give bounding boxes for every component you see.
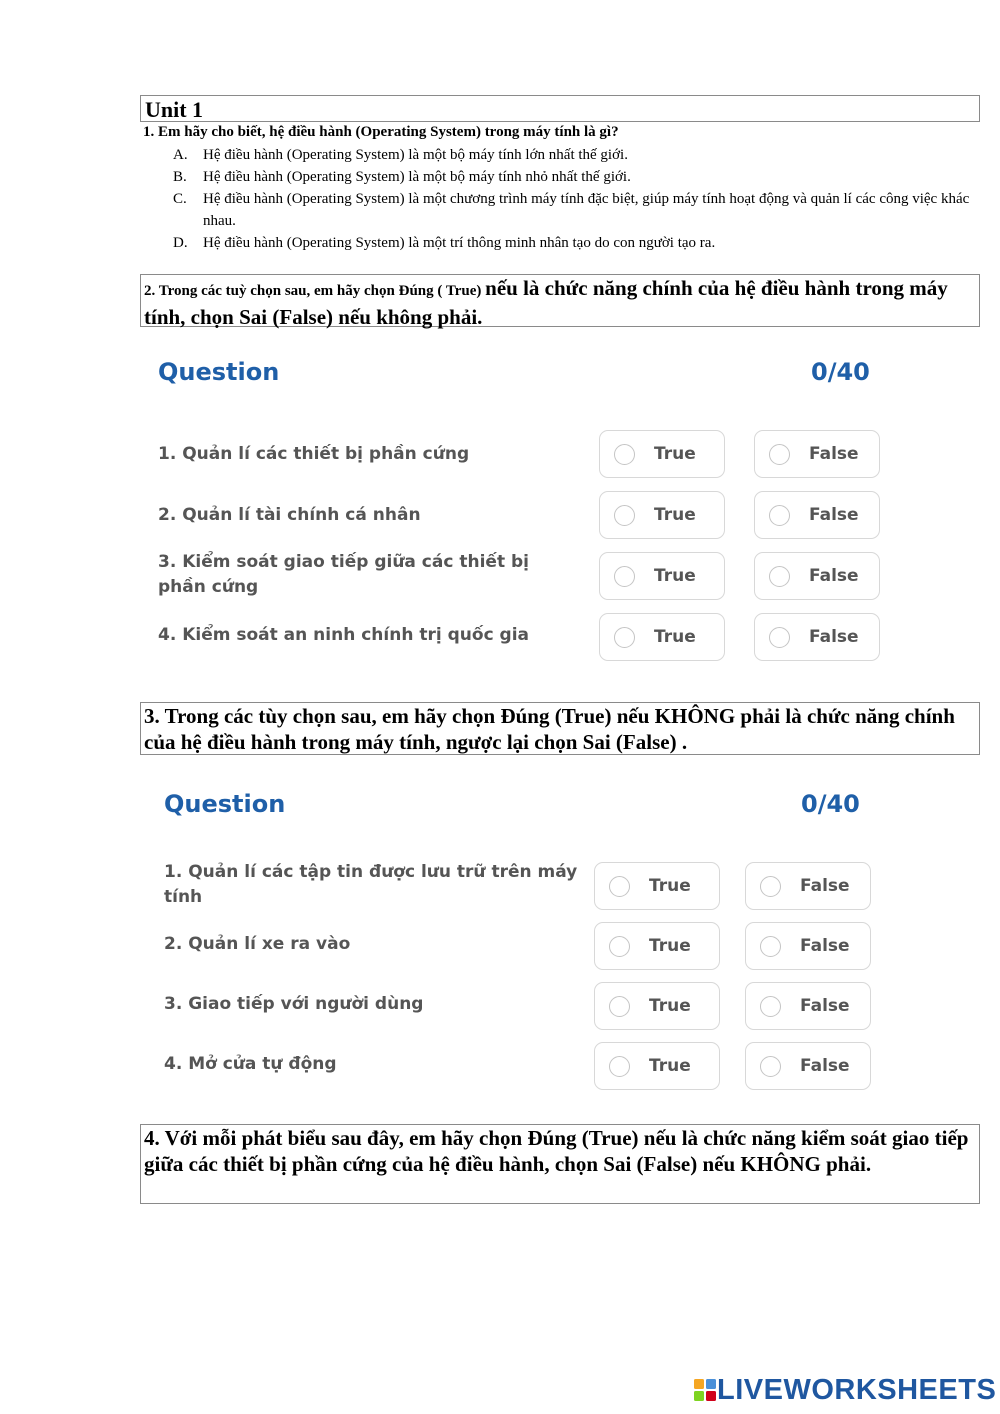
quiz-score: 0/40 [801,790,860,818]
false-label: False [809,444,859,464]
false-label: False [809,566,859,586]
option-letter: D. [173,235,188,251]
radio-icon [760,1056,781,1077]
option-letter: B. [173,169,187,185]
true-label: True [649,876,691,896]
radio-icon [769,566,790,587]
liveworksheets-logo-icon [693,1378,717,1402]
quiz-title: Question [164,790,286,818]
true-label: True [654,444,696,464]
false-label: False [809,505,859,525]
false-label: False [800,996,850,1016]
quiz-item-label: 1. Quản lí các tập tin được lưu trữ trên máy tính [164,862,578,907]
false-button[interactable] [745,1042,871,1090]
radio-icon [614,505,635,526]
false-button[interactable] [745,862,871,910]
option-letter: A. [173,147,188,163]
false-label: False [809,627,859,647]
option-text: Hệ điều hành (Operating System) là một bộ máy tính lớn nhất thế giới. [203,147,628,163]
quiz-item [164,982,904,1032]
unit-header-box [140,95,980,122]
brand-text: LIVEWORKSHEETS [717,1374,997,1406]
option-text: Hệ điều hành (Operating System) là một bộ máy tính nhỏ nhất thế giới. [203,169,631,185]
question-3-text: 3. Trong các tùy chọn sau, em hãy chọn Đúng (True) nếu KHÔNG phải là chức năng chính của hệ điều hành trong máy tính, ngược lại chọn Sai (False) . [144,704,955,754]
true-button[interactable] [599,552,725,600]
question-3-box [140,702,980,755]
radio-icon [609,876,630,897]
false-button[interactable] [754,613,880,661]
quiz-item [158,491,898,541]
true-button[interactable] [599,491,725,539]
quiz-item-label: 2. Quản lí xe ra vào [164,934,351,954]
question-2-text [144,275,974,333]
false-button[interactable] [754,430,880,478]
quiz-panel-1 [158,355,898,675]
quiz-item-label: 3. Giao tiếp với người dùng [164,994,424,1014]
radio-icon [609,996,630,1017]
question-4-box [140,1124,980,1204]
false-button[interactable] [754,491,880,539]
option-text: Hệ điều hành (Operating System) là một chương trình máy tính đặc biệt, giúp máy tính hoạt động và quản lí các công việc khác nhau. [203,191,970,229]
radio-icon [769,444,790,465]
true-button[interactable] [594,1042,720,1090]
radio-icon [769,505,790,526]
radio-icon [614,444,635,465]
false-label: False [800,1056,850,1076]
radio-icon [760,936,781,957]
quiz-item [164,922,904,972]
radio-icon [614,627,635,648]
option-letter: C. [173,191,187,207]
quiz-item-label: 1. Quản lí các thiết bị phần cứng [158,444,470,464]
true-button[interactable] [594,982,720,1030]
question-2-box [140,274,980,327]
radio-icon [760,996,781,1017]
radio-icon [609,936,630,957]
radio-icon [609,1056,630,1077]
quiz-panel-2 [164,787,904,1107]
false-button[interactable] [745,922,871,970]
radio-icon [614,566,635,587]
false-label: False [800,876,850,896]
true-label: True [654,627,696,647]
true-label: True [654,505,696,525]
true-button[interactable] [599,430,725,478]
quiz-item [158,430,898,480]
quiz-item [158,613,898,663]
unit-title: Unit 1 [145,97,204,122]
true-label: True [649,1056,691,1076]
true-label: True [654,566,696,586]
radio-icon [769,627,790,648]
true-button[interactable] [594,922,720,970]
false-label: False [800,936,850,956]
quiz-item-label: 2. Quản lí tài chính cá nhân [158,505,421,525]
quiz-item-label: 4. Kiểm soát an ninh chính trị quốc gia [158,625,530,645]
quiz-title: Question [158,358,280,386]
radio-icon [760,876,781,897]
question-2-text-large: nếu là chức năng chính của hệ điều hành trong máy tính, chọn Sai (False) nếu không phải. [144,276,948,329]
false-button[interactable] [745,982,871,1030]
quiz-item-label: 4. Mở cửa tự động [164,1054,337,1074]
true-label: True [649,936,691,956]
question-1-text: 1. Em hãy cho biết, hệ điều hành (Operating System) trong máy tính là gì? [143,124,619,140]
quiz-item [164,1042,904,1092]
quiz-score: 0/40 [811,358,870,386]
quiz-item [158,552,898,602]
false-button[interactable] [754,552,880,600]
option-text: Hệ điều hành (Operating System) là một trí thông minh nhân tạo do con người tạo ra. [203,235,716,251]
quiz-item [164,862,904,912]
true-button[interactable] [599,613,725,661]
true-label: True [649,996,691,1016]
true-button[interactable] [594,862,720,910]
question-2-text-small: 2. Trong các tuỳ chọn sau, em hãy chọn Đúng ( True) [144,283,486,299]
q1-option-c[interactable] [173,188,973,232]
quiz-item-label: 3. Kiểm soát giao tiếp giữa các thiết bị phần cứng [158,552,529,597]
question-4-text: 4. Với mỗi phát biểu sau đây, em hãy chọn Đúng (True) nếu là chức năng kiểm soát giao tiếp giữa các thiết bị phần cứng của hệ điều hành, chọn Sai (False) nếu KHÔNG phải. [144,1126,969,1176]
